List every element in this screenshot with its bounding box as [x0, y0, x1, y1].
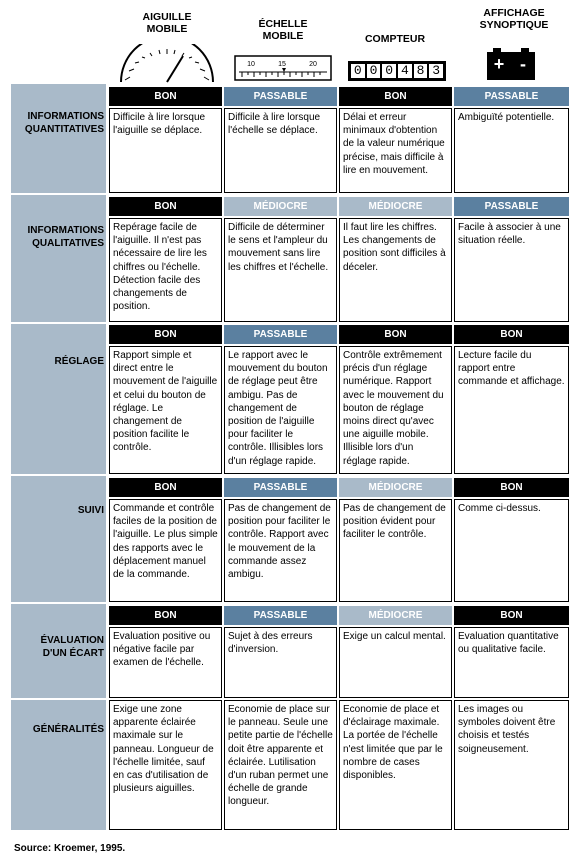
counter-digits: [351, 64, 443, 78]
rating-badge: PASSABLE: [454, 197, 569, 216]
source-note: Source: Kroemer, 1995.: [14, 843, 126, 854]
counter-digit: 0: [351, 64, 365, 78]
rating-badge: BON: [454, 478, 569, 497]
table-cell: Economie de place sur le panneau. Seule une petite partie de l'échelle doit être apparente et éclairée. Lutilisation d'un ruban permet une échelle de grande longueur.: [224, 700, 337, 830]
table-cell: Ambiguïté potentielle.: [454, 108, 569, 193]
table-cell: Pas de changement de position pour faciliter le contrôle. Rapport avec le mouvement de la commande assez ambigu.: [224, 499, 337, 602]
table-cell: Pas de changement de position évident pour faciliter le contrôle.: [339, 499, 452, 602]
table-cell: Rapport simple et direct entre le mouvement de l'aiguille et celui du bouton de réglage. Le changement de position facilite le contrôle.: [109, 346, 222, 474]
table-cell: Difficile de déterminer le sens et l'ampleur du mouvement sans lire les chiffres et l'échelle.: [224, 218, 337, 322]
table-cell: Difficile à lire lorsque l'aiguille se déplace.: [109, 108, 222, 193]
scale-tick-label: 10: [247, 61, 255, 68]
row-label: GÉNÉRALITÉS: [32, 724, 104, 735]
battery-plus-label: +: [493, 54, 505, 74]
rating-badge: BON: [454, 606, 569, 625]
scale-tick-label: 20: [309, 61, 317, 68]
row-label: RÉGLAGE: [54, 356, 104, 367]
counter-digit: 0: [367, 64, 381, 78]
table-cell: Exige une zone apparente éclairée maximale sur le panneau. Longueur de l'échelle limitée, sauf en cas d'utilisation de plusieurs aiguilles.: [109, 700, 222, 830]
rating-badge: PASSABLE: [224, 606, 337, 625]
table-cell: Evaluation positive ou négative facile par examen de l'échelle.: [109, 627, 222, 698]
rating-badge: MÉDIOCRE: [339, 478, 452, 497]
rating-badge: PASSABLE: [224, 325, 337, 344]
table-cell: Contrôle extrêmement précis d'un réglage numérique. Rapport avec le mouvement du bouton de réglage moins direct qu'avec une aiguille mobile. Illisible lors d'un réglage rapide.: [339, 346, 452, 474]
rating-badge: PASSABLE: [224, 87, 337, 106]
rating-badge: BON: [109, 478, 222, 497]
column-header-echelle: ÉCHELLE MOBILE: [258, 18, 308, 42]
table-cell: Repérage facile de l'aiguille. Il n'est pas nécessaire de lire les chiffres ou l'échelle. Détection facile des changements de position.: [109, 218, 222, 322]
row-label: SUIVI: [77, 505, 104, 516]
row-label-background: [11, 195, 106, 322]
battery-minus-label: -: [520, 54, 526, 74]
row-label-background: [11, 324, 106, 474]
table-cell: Les images ou symboles doivent être choisis et testés soigneusement.: [454, 700, 569, 830]
column-header-compteur: COMPTEUR: [364, 33, 426, 45]
table-cell: Il faut lire les chiffres. Les changements de position sont difficiles à déceler.: [339, 218, 452, 322]
table-cell: Exige un calcul mental.: [339, 627, 452, 698]
counter-digit: 4: [398, 64, 412, 78]
rating-badge: BON: [109, 197, 222, 216]
rating-badge: PASSABLE: [224, 478, 337, 497]
table-cell: Difficile à lire lorsque l'échelle se déplace.: [224, 108, 337, 193]
dial-gauge-icon: [117, 44, 217, 84]
digital-counter-icon: [348, 61, 446, 81]
row-label-background: [11, 700, 106, 830]
table-cell: Evaluation quantitative ou qualitative facile.: [454, 627, 569, 698]
row-label: ÉVALUATION D'UN ÉCART: [40, 635, 104, 659]
table-cell: Facile à associer à une situation réelle.: [454, 218, 569, 322]
counter-digit: 8: [414, 64, 428, 78]
rating-badge: MÉDIOCRE: [339, 606, 452, 625]
table-cell: Délai et erreur minimaux d'obtention de la valeur numérique précise, mais difficile à lire en mouvement.: [339, 108, 452, 193]
column-header-aiguille: AIGUILLE MOBILE: [142, 11, 192, 35]
rating-badge: BON: [109, 606, 222, 625]
table-cell: Lecture facile du rapport entre commande et affichage.: [454, 346, 569, 474]
rating-badge: BON: [109, 325, 222, 344]
rating-badge: BON: [454, 325, 569, 344]
rating-badge: BON: [339, 325, 452, 344]
row-label: INFORMATIONS QUANTITATIVES: [24, 111, 104, 135]
row-label-background: [11, 84, 106, 193]
counter-digit: 3: [429, 64, 443, 78]
scale-tick-label: 15: [278, 61, 286, 68]
table-cell: Comme ci-dessus.: [454, 499, 569, 602]
table-cell: Economie de place et d'éclairage maximale. La portée de l'échelle n'est limitée que par le nombre de cases disponibles.: [339, 700, 452, 830]
row-label-background: [11, 476, 106, 602]
moving-scale-icon: [234, 55, 332, 81]
counter-digit: 0: [382, 64, 396, 78]
rating-badge: BON: [339, 87, 452, 106]
table-cell: Commande et contrôle faciles de la position de l'aiguille. Le plus simple des rapports avec le déplacement manuel de la commande.: [109, 499, 222, 602]
table-cell: Sujet à des erreurs d'inversion.: [224, 627, 337, 698]
table-cell: Le rapport avec le mouvement du bouton de réglage peut être ambigu. Pas de changement de position de l'aiguille pour faciliter le contrôle. Illisibles lors d'un réglage rapide.: [224, 346, 337, 474]
rating-badge: MÉDIOCRE: [339, 197, 452, 216]
rating-badge: PASSABLE: [454, 87, 569, 106]
rating-badge: MÉDIOCRE: [224, 197, 337, 216]
column-header-affichage: AFFICHAGE SYNOPTIQUE: [479, 7, 549, 31]
battery-icon: [487, 48, 535, 80]
row-label: INFORMATIONS QUALITATIVES: [27, 225, 104, 249]
rating-badge: BON: [109, 87, 222, 106]
